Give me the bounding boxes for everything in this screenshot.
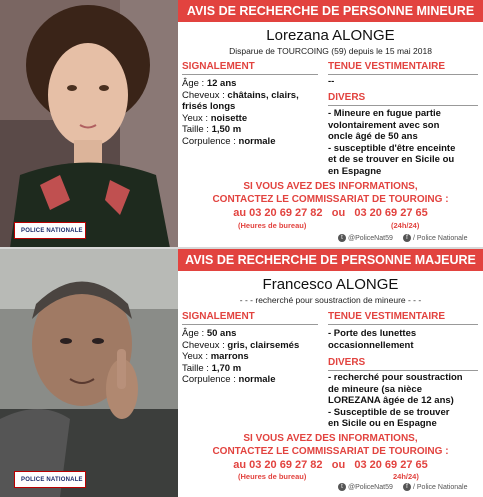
call-to-action-line2: CONTACTEZ LE COMMISSARIAT DE TOUROING : bbox=[212, 446, 449, 457]
divider bbox=[328, 370, 478, 371]
photo-francesco bbox=[0, 249, 178, 497]
signalement-heading: SIGNALEMENT bbox=[182, 311, 255, 322]
photo-lorezana bbox=[0, 0, 178, 248]
divers-block: - recherché pour soustraction de mineure (sa nièce LOREZANA âgée de 12 ans) - Susceptible de se trouver en Sicile ou en Espagne bbox=[328, 372, 463, 429]
person-name: Lorezana ALONGE bbox=[266, 27, 395, 44]
notice-banner: AVIS DE RECHERCHE DE PERSONNE MAJEURE bbox=[178, 249, 483, 271]
phone-numbers: au 03 20 69 27 82 ou 03 20 69 27 65 bbox=[233, 207, 428, 219]
facebook-icon: f bbox=[403, 234, 411, 242]
call-to-action-line1: SI VOUS AVEZ DES INFORMATIONS, bbox=[243, 181, 418, 192]
phone-link-office[interactable]: 03 20 69 27 82 bbox=[249, 459, 323, 471]
phone-link-24h[interactable]: 03 20 69 27 65 bbox=[354, 207, 428, 219]
description-block: Âge : 12 ans Cheveux : châtains, clairs, frisés longs Yeux : noisette Taille : 1,50 m Corpulence : normale bbox=[182, 78, 299, 147]
facebook-icon: f bbox=[403, 483, 411, 491]
facebook-page[interactable]: f / Police Nationale bbox=[403, 483, 467, 491]
person-name: Francesco ALONGE bbox=[262, 276, 399, 293]
call-to-action-line1: SI VOUS AVEZ DES INFORMATIONS, bbox=[243, 433, 418, 444]
police-nationale-logo: POLICE NATIONALE bbox=[14, 222, 86, 239]
divers-block: - Mineure en fugue partie volontairement avec son oncle âgé de 50 ans - susceptible d'être enceinte et de se trouver en Sicile ou en Espagne bbox=[328, 108, 456, 177]
divider bbox=[182, 324, 318, 325]
clothing-block: - Porte des lunettes occasionnellement bbox=[328, 328, 417, 351]
phone-link-24h[interactable]: 03 20 69 27 65 bbox=[354, 459, 428, 471]
phone-numbers: au 03 20 69 27 82 ou 03 20 69 27 65 bbox=[233, 459, 428, 471]
signalement-heading: SIGNALEMENT bbox=[182, 61, 255, 72]
office-hours-note: (Heures de bureau) bbox=[238, 472, 307, 481]
notice-text-area bbox=[178, 0, 483, 248]
divider bbox=[328, 74, 478, 75]
phone-link-office[interactable]: 03 20 69 27 82 bbox=[249, 207, 323, 219]
call-to-action-line2: CONTACTEZ LE COMMISSARIAT DE TOUROING : bbox=[212, 194, 449, 205]
twitter-handle[interactable]: t @PoliceNat59 bbox=[338, 483, 393, 491]
description-block: Âge : 50 ans Cheveux : gris, clairsemés Yeux : marrons Taille : 1,70 m Corpulence : normale bbox=[182, 328, 300, 385]
twitter-handle[interactable]: t @PoliceNat59 bbox=[338, 234, 393, 242]
divers-heading: DIVERS bbox=[328, 92, 366, 103]
wanted-notice-adult bbox=[0, 249, 483, 497]
divider bbox=[182, 74, 318, 75]
clothing-heading: TENUE VESTIMENTAIRE bbox=[328, 311, 446, 322]
notice-banner: AVIS DE RECHERCHE DE PERSONNE MINEURE bbox=[178, 0, 483, 22]
divers-heading: DIVERS bbox=[328, 357, 366, 368]
police-nationale-logo: POLICE NATIONALE bbox=[14, 471, 86, 488]
24h-note: (24h/24) bbox=[391, 221, 420, 230]
office-hours-note: (Heures de bureau) bbox=[238, 221, 307, 230]
24h-note: 24h/24) bbox=[393, 472, 419, 481]
wanted-notice-minor bbox=[0, 0, 483, 248]
twitter-icon: t bbox=[338, 234, 346, 242]
divider bbox=[328, 105, 478, 106]
twitter-icon: t bbox=[338, 483, 346, 491]
person-subtitle: Disparue de TOURCOING (59) depuis le 15 mai 2018 bbox=[229, 46, 432, 56]
clothing-block: -- bbox=[328, 76, 335, 87]
facebook-page[interactable]: f / Police Nationale bbox=[403, 234, 467, 242]
divider bbox=[328, 324, 478, 325]
person-subtitle: - - - recherché pour soustraction de mineure - - - bbox=[239, 295, 422, 305]
clothing-heading: TENUE VESTIMENTAIRE bbox=[328, 61, 446, 72]
notice-text-area bbox=[178, 249, 483, 497]
